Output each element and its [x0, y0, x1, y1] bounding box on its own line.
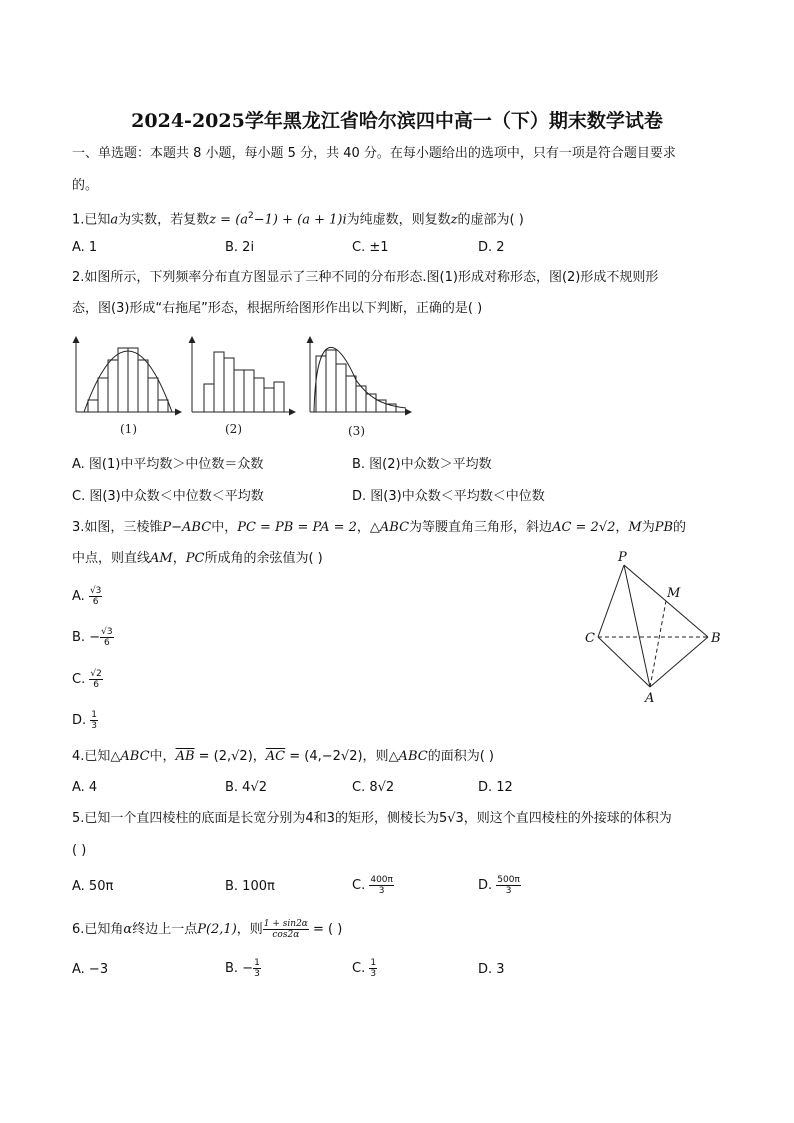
q1-option-d: D. 2	[478, 240, 505, 255]
q2-option-c: C. 图(3)中众数＜中位数＜平均数	[72, 489, 264, 504]
q4-option-c: C. 8√2	[352, 780, 395, 795]
histogram-figures	[60, 330, 420, 442]
histogram-3-label: (3)	[348, 424, 365, 438]
vertex-label-b: B	[711, 631, 721, 646]
exam-title: 2024-2025学年黑龙江省哈尔滨四中高一（下）期末数学试卷	[131, 110, 663, 132]
question-4-stem: 4.已知△ABC中，$\overline{AB} = (2,√2)$，$\overline{AC} = (4,-2√2)$，则△ABC的面积为( )	[72, 749, 494, 764]
histogram-2-label: (2)	[225, 422, 242, 436]
q6-option-a: A. −3	[72, 962, 109, 977]
q4-option-a: A. 4	[72, 780, 98, 795]
q5-option-b: B. 100π	[225, 879, 275, 894]
question-1-stem: 1.已知a为实数，若复数$z = (a^2-1) + (a + 1)i$为纯虚数，则复数z的虚部为( )	[72, 211, 524, 228]
q2-option-a: A. 图(1)中平均数＞中位数＝众数	[72, 457, 264, 472]
pyramid-figure	[580, 545, 730, 707]
q5-option-d: D. $\frac{500\pi}{3}$	[478, 875, 520, 896]
q1-option-c: C. ±1	[352, 240, 389, 255]
q5-option-c: C. $\frac{400\pi}{3}$	[352, 875, 393, 896]
q6-option-c: C. $\frac{1}{3}$	[352, 958, 377, 979]
question-3-line2: 中点，则直线AM，PC所成角的余弦值为( )	[72, 551, 323, 566]
question-5-line1: 5.已知一个直四棱柱的底面是长宽分别为4和3的矩形，侧棱长为5√3，则这个直四棱柱的外接球的体积为	[72, 811, 672, 826]
vertex-label-c: C	[585, 631, 595, 646]
vertex-label-m: M	[667, 586, 681, 601]
q1-option-b: B. 2i	[225, 240, 255, 255]
histogram-1-label: (1)	[120, 422, 137, 436]
q3-option-d: D. $\frac{1}{3}$	[72, 710, 98, 731]
question-2-line1: 2.如图所示，下列频率分布直方图显示了三种不同的分布形态.图(1)形成对称形态，图(2)形成不规则形	[72, 270, 659, 285]
q3-option-a: A. $\frac{√3}{6}$	[72, 586, 102, 607]
question-3-line1: 3.如图，三棱锥P−ABC中，PC = PB = PA = 2，△ABC为等腰直角三角形，斜边AC = 2√2，M为PB的	[72, 520, 687, 535]
histogram-2	[192, 338, 294, 412]
vertex-label-p: P	[618, 550, 627, 565]
q1-option-a: A. 1	[72, 240, 98, 255]
q6-option-b: B. − $\frac{1}{3}$	[225, 958, 260, 979]
q6-option-d: D. 3	[478, 962, 505, 977]
q5-option-a: A. 50π	[72, 879, 114, 894]
q3-option-c: C. $\frac{√2}{6}$	[72, 669, 102, 690]
q2-option-d: D. 图(3)中众数＜平均数＜中位数	[352, 489, 545, 504]
histogram-3	[310, 338, 410, 412]
q4-option-b: B. 4√2	[225, 780, 268, 795]
question-2-line2: 态，图(3)形成“右拖尾”形态，根据所给图形作出以下判断，正确的是( )	[72, 301, 483, 316]
vertex-label-a: A	[645, 691, 655, 706]
histogram-1	[76, 338, 180, 412]
section-heading-line1: 一、单选题：本题共 8 小题，每小题 5 分，共 40 分。在每小题给出的选项中，只有一项是符合题目要求	[72, 146, 676, 161]
q3-option-b: B. − $\frac{√3}{6}$	[72, 627, 113, 648]
question-6-stem: 6.已知角α终边上一点P(2,1)，则 $\frac{1 + \sin 2\alpha}{\cos 2\alpha}$ = ( )	[72, 919, 343, 940]
question-5-line2: ( )	[72, 843, 87, 858]
section-heading-line2: 的。	[72, 178, 99, 193]
q2-option-b: B. 图(2)中众数＞平均数	[352, 457, 492, 472]
q4-option-d: D. 12	[478, 780, 513, 795]
